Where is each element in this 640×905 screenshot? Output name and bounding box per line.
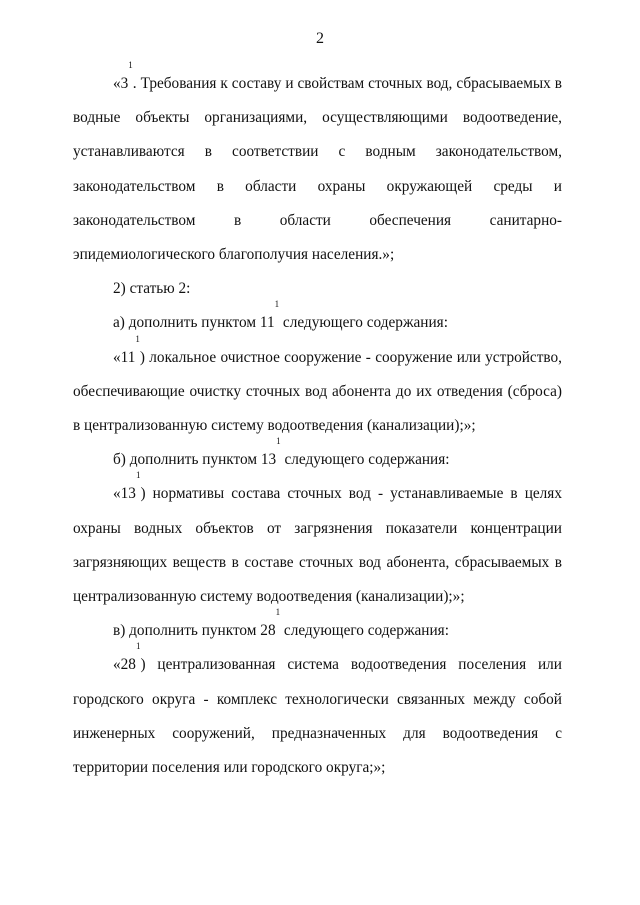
paragraph-add-point-28-1	[73, 607, 562, 648]
paragraph-text-rest: ) локальное очистное сооружение - сооружение или устройство, обеспечивающие очистку сточных вод абонента до их отведения (сброса) в централизованную систему водоотведения (канализации);»;	[73, 348, 562, 435]
paragraph-add-point-11-1	[73, 299, 562, 340]
superscript: 1	[276, 436, 281, 447]
paragraph-text-rest: следующего содержания:	[280, 622, 449, 640]
superscript: 1	[274, 299, 280, 310]
paragraph-text-rest: ) нормативы состава сточных вод - устанавливаемые в целях охраны водных объектов от загрязнения показатели концентрации загрязняющих веществ в составе сточных вод абонента, сбрасываемых в централизованную систему водоотведения (канализации);»;	[73, 485, 562, 606]
paragraph-point-13-1	[73, 470, 562, 614]
paragraph-point-11-1	[73, 333, 562, 447]
paragraph-3-1-requirements	[73, 60, 562, 272]
document-body	[73, 60, 562, 785]
paragraph-text-start: «28	[113, 656, 136, 674]
paragraph-text-start: 2) статью 2:	[113, 280, 191, 298]
paragraph-text-rest: ) централизованная система водоотведения поселения или городского округа - комплекс технологически связанных между собой инженерных сооружений, предназначенных для водоотведения с территории поселения или городского округа;»;	[73, 656, 562, 777]
paragraph-text-start: а) дополнить пунктом 11	[113, 314, 275, 332]
paragraph-text-rest: следующего содержания:	[279, 314, 448, 332]
paragraph-text-start: б) дополнить пунктом 13	[113, 451, 277, 469]
superscript: 1	[135, 470, 141, 481]
superscript: 1	[128, 60, 133, 70]
paragraph-add-point-13-1	[73, 436, 562, 477]
paragraph-text-start: «11	[113, 348, 136, 366]
paragraph-text-start: в) дополнить пунктом 28	[113, 622, 276, 640]
superscript: 1	[275, 607, 281, 618]
paragraph-text-start: «3	[113, 75, 129, 92]
paragraph-article-2	[73, 272, 562, 306]
paragraph-text-start: «13	[113, 485, 136, 503]
paragraph-point-28-1	[73, 641, 562, 785]
superscript: 1	[135, 641, 141, 652]
paragraph-text-rest: следующего содержания:	[280, 451, 450, 469]
page-number: 2	[316, 30, 324, 47]
paragraph-text-rest: . Требования к составу и свойствам сточных вод, сбрасываемых в водные объекты организациями, осуществляющими водоотведение, устанавливаются в соответствии с водным законодательством, законодательством в области охраны окружающей среды и законодательством в области обеспечения санитарно-эпидемиологического благополучия населения.»;	[73, 75, 562, 264]
superscript: 1	[135, 333, 140, 344]
